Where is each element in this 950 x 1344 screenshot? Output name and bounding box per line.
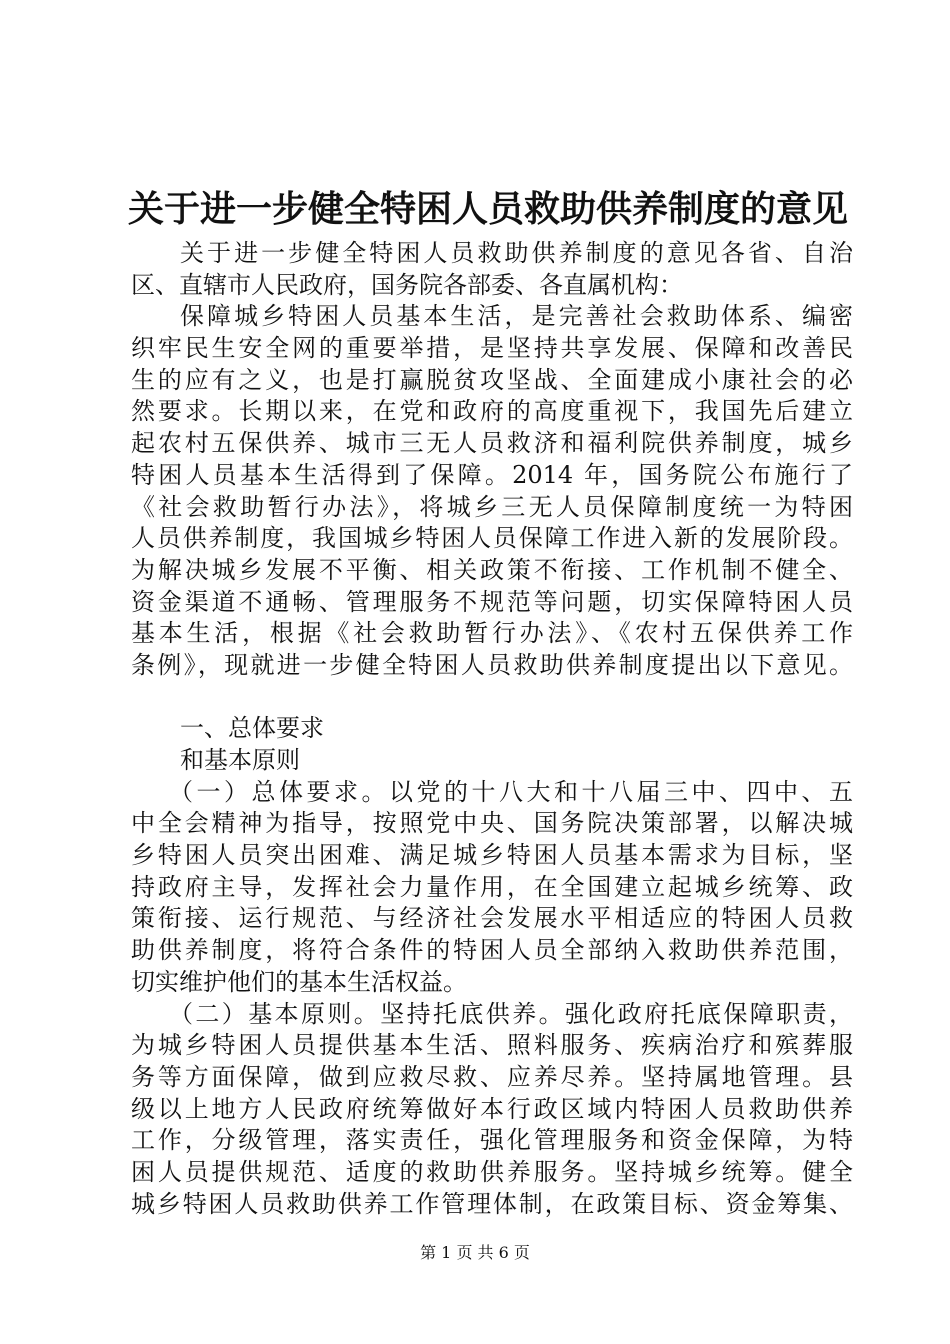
document-body <box>131 238 853 1220</box>
paragraph-line: （二）基本原则。坚持托底供养。强化政府托底保障职责， <box>169 999 853 1028</box>
paragraph-line: 特困人员基本生活得到了保障。2014 年，国务院公布施行了 <box>131 460 853 489</box>
paragraph-line: 工作，分级管理，落实责任，强化管理服务和资金保障，为特 <box>131 1126 853 1155</box>
paragraph-line: 困人员提供规范、适度的救助供养服务。坚持城乡统筹。健全 <box>131 1157 853 1186</box>
page-footer: 第 1 页 共 6 页 <box>420 1243 530 1262</box>
paragraph-line: 区、直辖市人民政府，国务院各部委、各直属机构： <box>131 270 683 299</box>
paragraph-line: 织牢民生安全网的重要举措，是坚持共享发展、保障和改善民 <box>131 334 853 363</box>
paragraph-line: 切实维护他们的基本生活权益。 <box>131 967 467 996</box>
paragraph-line: （一）总体要求。以党的十八大和十八届三中、四中、五 <box>169 777 853 806</box>
paragraph-line: 助供养制度，将符合条件的特困人员全部纳入救助供养范围， <box>131 936 853 965</box>
paragraph-gap <box>131 682 853 714</box>
paragraph-line: 中全会精神为指导，按照党中央、国务院决策部署，以解决城 <box>131 809 853 838</box>
paragraph-line: 关于进一步健全特困人员救助供养制度的意见各省、自治 <box>180 239 853 267</box>
paragraph-line: 起农村五保供养、城市三无人员救济和福利院供养制度，城乡 <box>131 429 853 458</box>
document-title: 关于进一步健全特困人员救助供养制度的意见 <box>128 188 849 230</box>
paragraph-line: 持政府主导，发挥社会力量作用，在全国建立起城乡统筹、政 <box>131 872 853 901</box>
paragraph-line: 务等方面保障，做到应救尽救、应养尽养。坚持属地管理。县 <box>131 1062 853 1091</box>
section-heading: 和基本原则 <box>180 746 300 774</box>
paragraph-line: 生的应有之义，也是打赢脱贫攻坚战、全面建成小康社会的必 <box>131 365 853 394</box>
paragraph-line: 然要求。长期以来，在党和政府的高度重视下，我国先后建立 <box>131 397 853 426</box>
paragraph-line: 级以上地方人民政府统筹做好本行政区域内特困人员救助供养 <box>131 1094 853 1123</box>
section-heading: 一、总体要求 <box>180 714 324 743</box>
paragraph-line: 基本生活，根据《社会救助暂行办法》、《农村五保供养工作 <box>131 619 853 648</box>
paragraph-line: 为城乡特困人员提供基本生活、照料服务、疾病治疗和殡葬服 <box>131 1031 853 1060</box>
paragraph-line: 策衔接、运行规范、与经济社会发展水平相适应的特困人员救 <box>131 904 853 933</box>
paragraph-line: 人员供养制度，我国城乡特困人员保障工作进入新的发展阶段。 <box>131 524 853 553</box>
paragraph-line: 保障城乡特困人员基本生活，是完善社会救助体系、编密 <box>180 302 853 331</box>
paragraph-line: 《社会救助暂行办法》，将城乡三无人员保障制度统一为特困 <box>131 492 853 521</box>
paragraph-line: 城乡特困人员救助供养工作管理体制，在政策目标、资金筹集、 <box>131 1189 853 1218</box>
paragraph-line: 资金渠道不通畅、管理服务不规范等问题，切实保障特困人员 <box>131 587 853 616</box>
paragraph-line: 乡特困人员突出困难、满足城乡特困人员基本需求为目标，坚 <box>131 841 853 870</box>
paragraph-line: 条例》，现就进一步健全特困人员救助供养制度提出以下意见。 <box>131 650 853 679</box>
paragraph-line: 为解决城乡发展不平衡、相关政策不衔接、工作机制不健全、 <box>131 555 853 584</box>
